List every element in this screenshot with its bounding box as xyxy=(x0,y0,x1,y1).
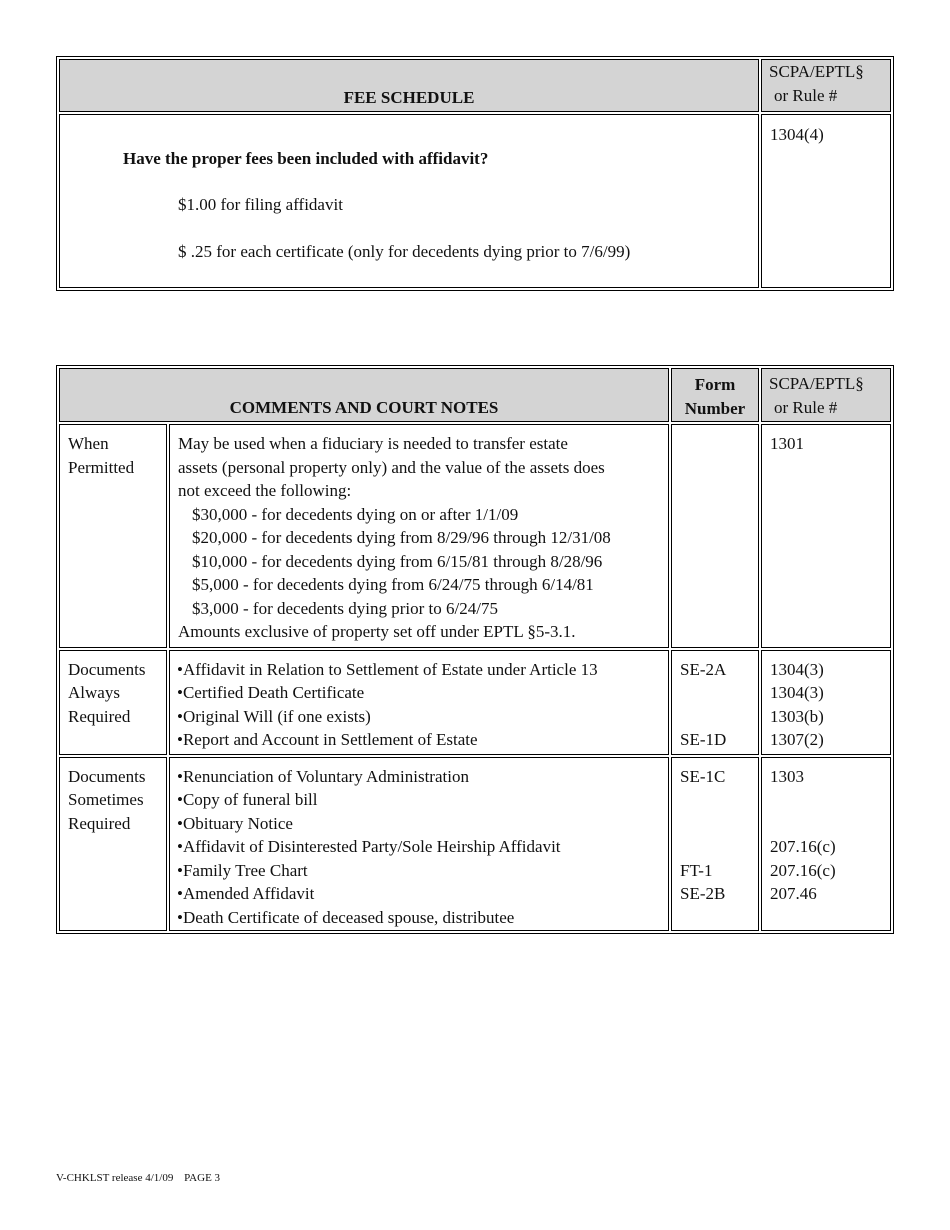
row-label-line: Permitted xyxy=(68,457,135,477)
row-forms xyxy=(671,424,759,648)
table-row xyxy=(59,650,891,755)
form-number xyxy=(680,835,750,859)
form-number xyxy=(680,788,750,812)
list-item: •Death Certificate of deceased spouse, distributee xyxy=(177,907,515,927)
table-row xyxy=(59,757,891,932)
row-label-line: Required xyxy=(68,813,131,833)
row-content xyxy=(169,757,669,932)
comments-title: COMMENTS AND COURT NOTES xyxy=(59,368,669,422)
rule-reference: 1304(3) xyxy=(770,659,824,679)
threshold-line: $20,000 - for decedents dying from 8/29/96 through 12/31/08 xyxy=(192,528,611,547)
ref-header-line2: or Rule # xyxy=(774,398,838,417)
content-line: May be used when a fiduciary is needed to transfer estate xyxy=(178,434,568,453)
comments-table xyxy=(56,365,894,934)
row-refs xyxy=(761,650,891,755)
threshold-line: $3,000 - for decedents dying prior to 6/24/75 xyxy=(192,598,498,618)
rule-reference: 1303 xyxy=(770,766,804,786)
list-item: •Report and Account in Settlement of Estate xyxy=(177,730,478,749)
list-item: •Family Tree Chart xyxy=(177,860,308,880)
form-number: SE-1C xyxy=(680,766,726,786)
page-footer xyxy=(56,1172,228,1184)
form-number-header xyxy=(671,368,759,422)
list-item: •Certified Death Certificate xyxy=(177,683,365,702)
list-item: •Affidavit of Disinterested Party/Sole Heirship Affidavit xyxy=(177,837,561,856)
fee-schedule-body xyxy=(59,114,759,288)
row-label xyxy=(59,424,167,648)
row-content xyxy=(169,650,669,755)
rule-reference: 1301 xyxy=(770,434,804,453)
row-label xyxy=(59,650,167,755)
form-number xyxy=(680,705,750,729)
rule-reference: 1307(2) xyxy=(770,730,824,749)
ref-header-line1: SCPA/EPTL§ xyxy=(769,374,864,393)
fee-item: $1.00 for filing affidavit xyxy=(178,194,343,214)
rule-reference: 207.16(c) xyxy=(770,837,836,856)
rule-reference: 1304(3) xyxy=(770,683,824,702)
row-label-line: Documents xyxy=(68,659,146,679)
rule-reference: 1303(b) xyxy=(770,706,824,726)
form-number: FT-1 xyxy=(680,860,713,880)
rule-reference xyxy=(770,812,882,836)
rule-reference: 207.46 xyxy=(770,884,817,903)
fee-item: $ .25 for each certificate (only for decedents dying prior to 7/6/99) xyxy=(178,242,631,261)
threshold-line: $30,000 - for decedents dying on or after 1/1/09 xyxy=(192,504,519,524)
row-label-line: Sometimes xyxy=(68,790,144,809)
content-line: Amounts exclusive of property set off under EPTL §5-3.1. xyxy=(178,622,576,641)
table-row xyxy=(59,424,891,648)
form-number: SE-2B xyxy=(680,884,726,903)
ref-header xyxy=(761,59,891,112)
fee-question: Have the proper fees been included with affidavit? xyxy=(123,149,489,168)
form-number xyxy=(680,812,750,836)
fee-schedule-table xyxy=(56,56,894,291)
ref-header-line2: or Rule # xyxy=(774,86,838,105)
form-number xyxy=(680,681,750,705)
list-item: •Copy of funeral bill xyxy=(177,790,318,809)
form-header-line2: Number xyxy=(684,399,746,418)
release-label: V-CHKLST release 4/1/09 xyxy=(56,1172,174,1184)
rule-reference: 207.16(c) xyxy=(770,860,836,880)
form-number: SE-2A xyxy=(680,659,727,679)
row-label xyxy=(59,757,167,932)
threshold-line: $5,000 - for decedents dying from 6/24/75 through 6/14/81 xyxy=(192,575,594,594)
row-label-line: Always xyxy=(68,683,120,702)
row-forms xyxy=(671,650,759,755)
content-line: not exceed the following: xyxy=(178,481,352,500)
row-label-line: Required xyxy=(68,706,131,726)
row-refs xyxy=(761,424,891,648)
ref-header-line1: SCPA/EPTL§ xyxy=(769,62,864,81)
row-content xyxy=(169,424,669,648)
list-item: •Affidavit in Relation to Settlement of Estate under Article 13 xyxy=(177,659,598,679)
list-item: •Original Will (if one exists) xyxy=(177,706,371,726)
row-label-line: Documents xyxy=(68,766,146,786)
row-label-line: When xyxy=(68,434,109,453)
page-number: PAGE 3 xyxy=(184,1172,221,1184)
row-refs xyxy=(761,757,891,932)
ref-header xyxy=(761,368,891,422)
fee-schedule-title: FEE SCHEDULE xyxy=(59,59,759,112)
form-header-line1: Form xyxy=(694,375,736,394)
list-item: •Obituary Notice xyxy=(177,813,293,833)
form-number: SE-1D xyxy=(680,730,727,749)
list-item: •Amended Affidavit xyxy=(177,884,315,903)
row-forms xyxy=(671,757,759,932)
list-item: •Renunciation of Voluntary Administration xyxy=(177,766,469,786)
fee-reference: 1304(4) xyxy=(761,114,891,288)
rule-reference xyxy=(770,788,882,812)
content-line: assets (personal property only) and the value of the assets does xyxy=(178,457,605,477)
threshold-line: $10,000 - for decedents dying from 6/15/81 through 8/28/96 xyxy=(192,551,603,571)
